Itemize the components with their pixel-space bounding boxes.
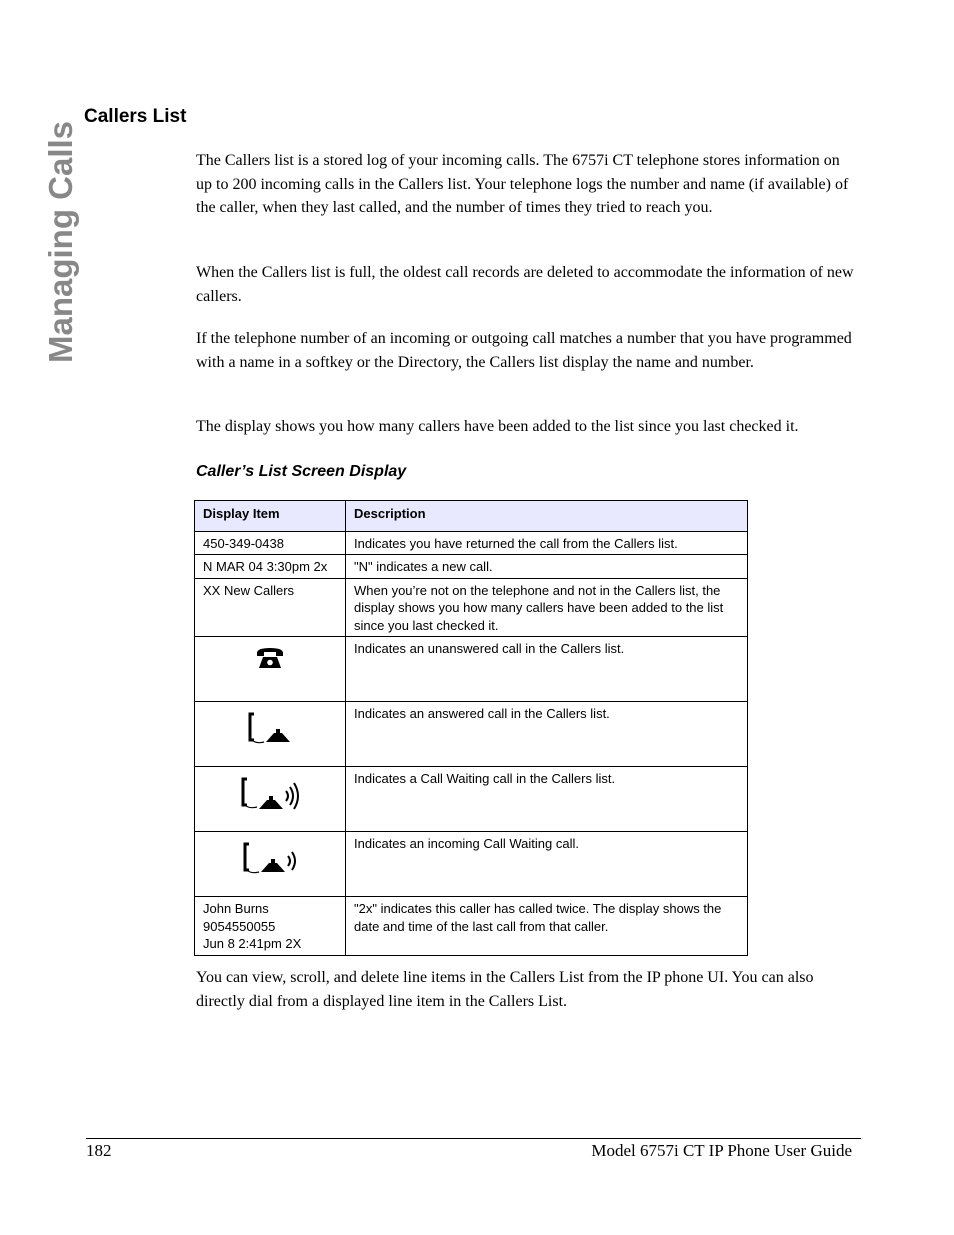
table-row <box>195 531 748 555</box>
table-header-row <box>195 501 748 532</box>
table-row <box>195 702 748 767</box>
side-tab-label: Managing Calls <box>42 120 79 364</box>
paragraph-display-count: The display shows you how many callers have been added to the list since you last checked it. <box>196 418 799 435</box>
description-cell: Indicates an incoming Call Waiting call. <box>346 832 748 897</box>
paragraph-name-match: If the telephone number of an incoming or outgoing call matches a number that you have programmed with a name in a softkey or the Directory, the Callers list display the name and number. <box>196 330 852 371</box>
table-row <box>195 767 748 832</box>
unanswered-call-icon <box>254 645 286 673</box>
description-cell: Indicates an unanswered call in the Callers list. <box>346 637 748 702</box>
paragraph-closing: You can view, scroll, and delete line items in the Callers List from the IP phone UI. You can also directly dial from a displayed line item in the Callers List. <box>196 969 814 1010</box>
side-tab <box>40 105 80 380</box>
display-item-cell <box>195 637 346 702</box>
display-item-cell <box>195 832 346 897</box>
description-cell: When you’re not on the telephone and not in the Callers list, the display shows you how many callers have been added to the list since you last checked it. <box>346 578 748 637</box>
table-caption: Caller’s List Screen Display <box>196 463 407 480</box>
paragraph-list-full: When the Callers list is full, the oldest call records are deleted to accommodate the information of new callers. <box>196 264 854 305</box>
table-row <box>195 832 748 897</box>
call-waiting-icon <box>239 775 301 813</box>
display-item-cell <box>195 767 346 832</box>
caller-number: 9054550055 <box>203 918 276 934</box>
caller-name: John Burns <box>203 901 269 916</box>
column-header-description: Description <box>346 501 748 532</box>
table-row <box>195 555 748 579</box>
caller-date: Jun 8 2:41pm 2X <box>203 936 302 951</box>
page-number: 182 <box>86 1141 112 1160</box>
footer-rule <box>86 1138 861 1139</box>
paragraph-intro: The Callers list is a stored log of your incoming calls. The 6757i CT telephone stores information on up to 200 incoming calls in the Callers list. Your telephone logs the number and name (if available) of the caller, when they last called, and the number of times they tried to reach you. <box>196 152 849 216</box>
answered-call-icon <box>246 710 294 746</box>
incoming-call-waiting-icon <box>241 840 299 876</box>
table-row <box>195 637 748 702</box>
description-cell: Indicates you have returned the call from the Callers list. <box>346 531 748 555</box>
callers-list-table <box>194 500 748 956</box>
description-cell: Indicates an answered call in the Callers list. <box>346 702 748 767</box>
display-item-cell: 450-349-0438 <box>195 531 346 555</box>
section-title: Callers List <box>84 106 187 127</box>
description-cell: "2x" indicates this caller has called twice. The display shows the date and time of the last call from that caller. <box>346 897 748 956</box>
display-item-cell <box>195 702 346 767</box>
description-cell: Indicates a Call Waiting call in the Callers list. <box>346 767 748 832</box>
side-tab-label-graphic <box>40 105 80 380</box>
display-item-cell: XX New Callers <box>195 578 346 637</box>
display-item-cell: N MAR 04 3:30pm 2x <box>195 555 346 579</box>
display-item-cell <box>195 897 346 956</box>
guide-title: Model 6757i CT IP Phone User Guide <box>591 1141 852 1160</box>
table-row <box>195 578 748 637</box>
column-header-display-item: Display Item <box>195 501 346 532</box>
description-cell: "N" indicates a new call. <box>346 555 748 579</box>
table-row <box>195 897 748 956</box>
